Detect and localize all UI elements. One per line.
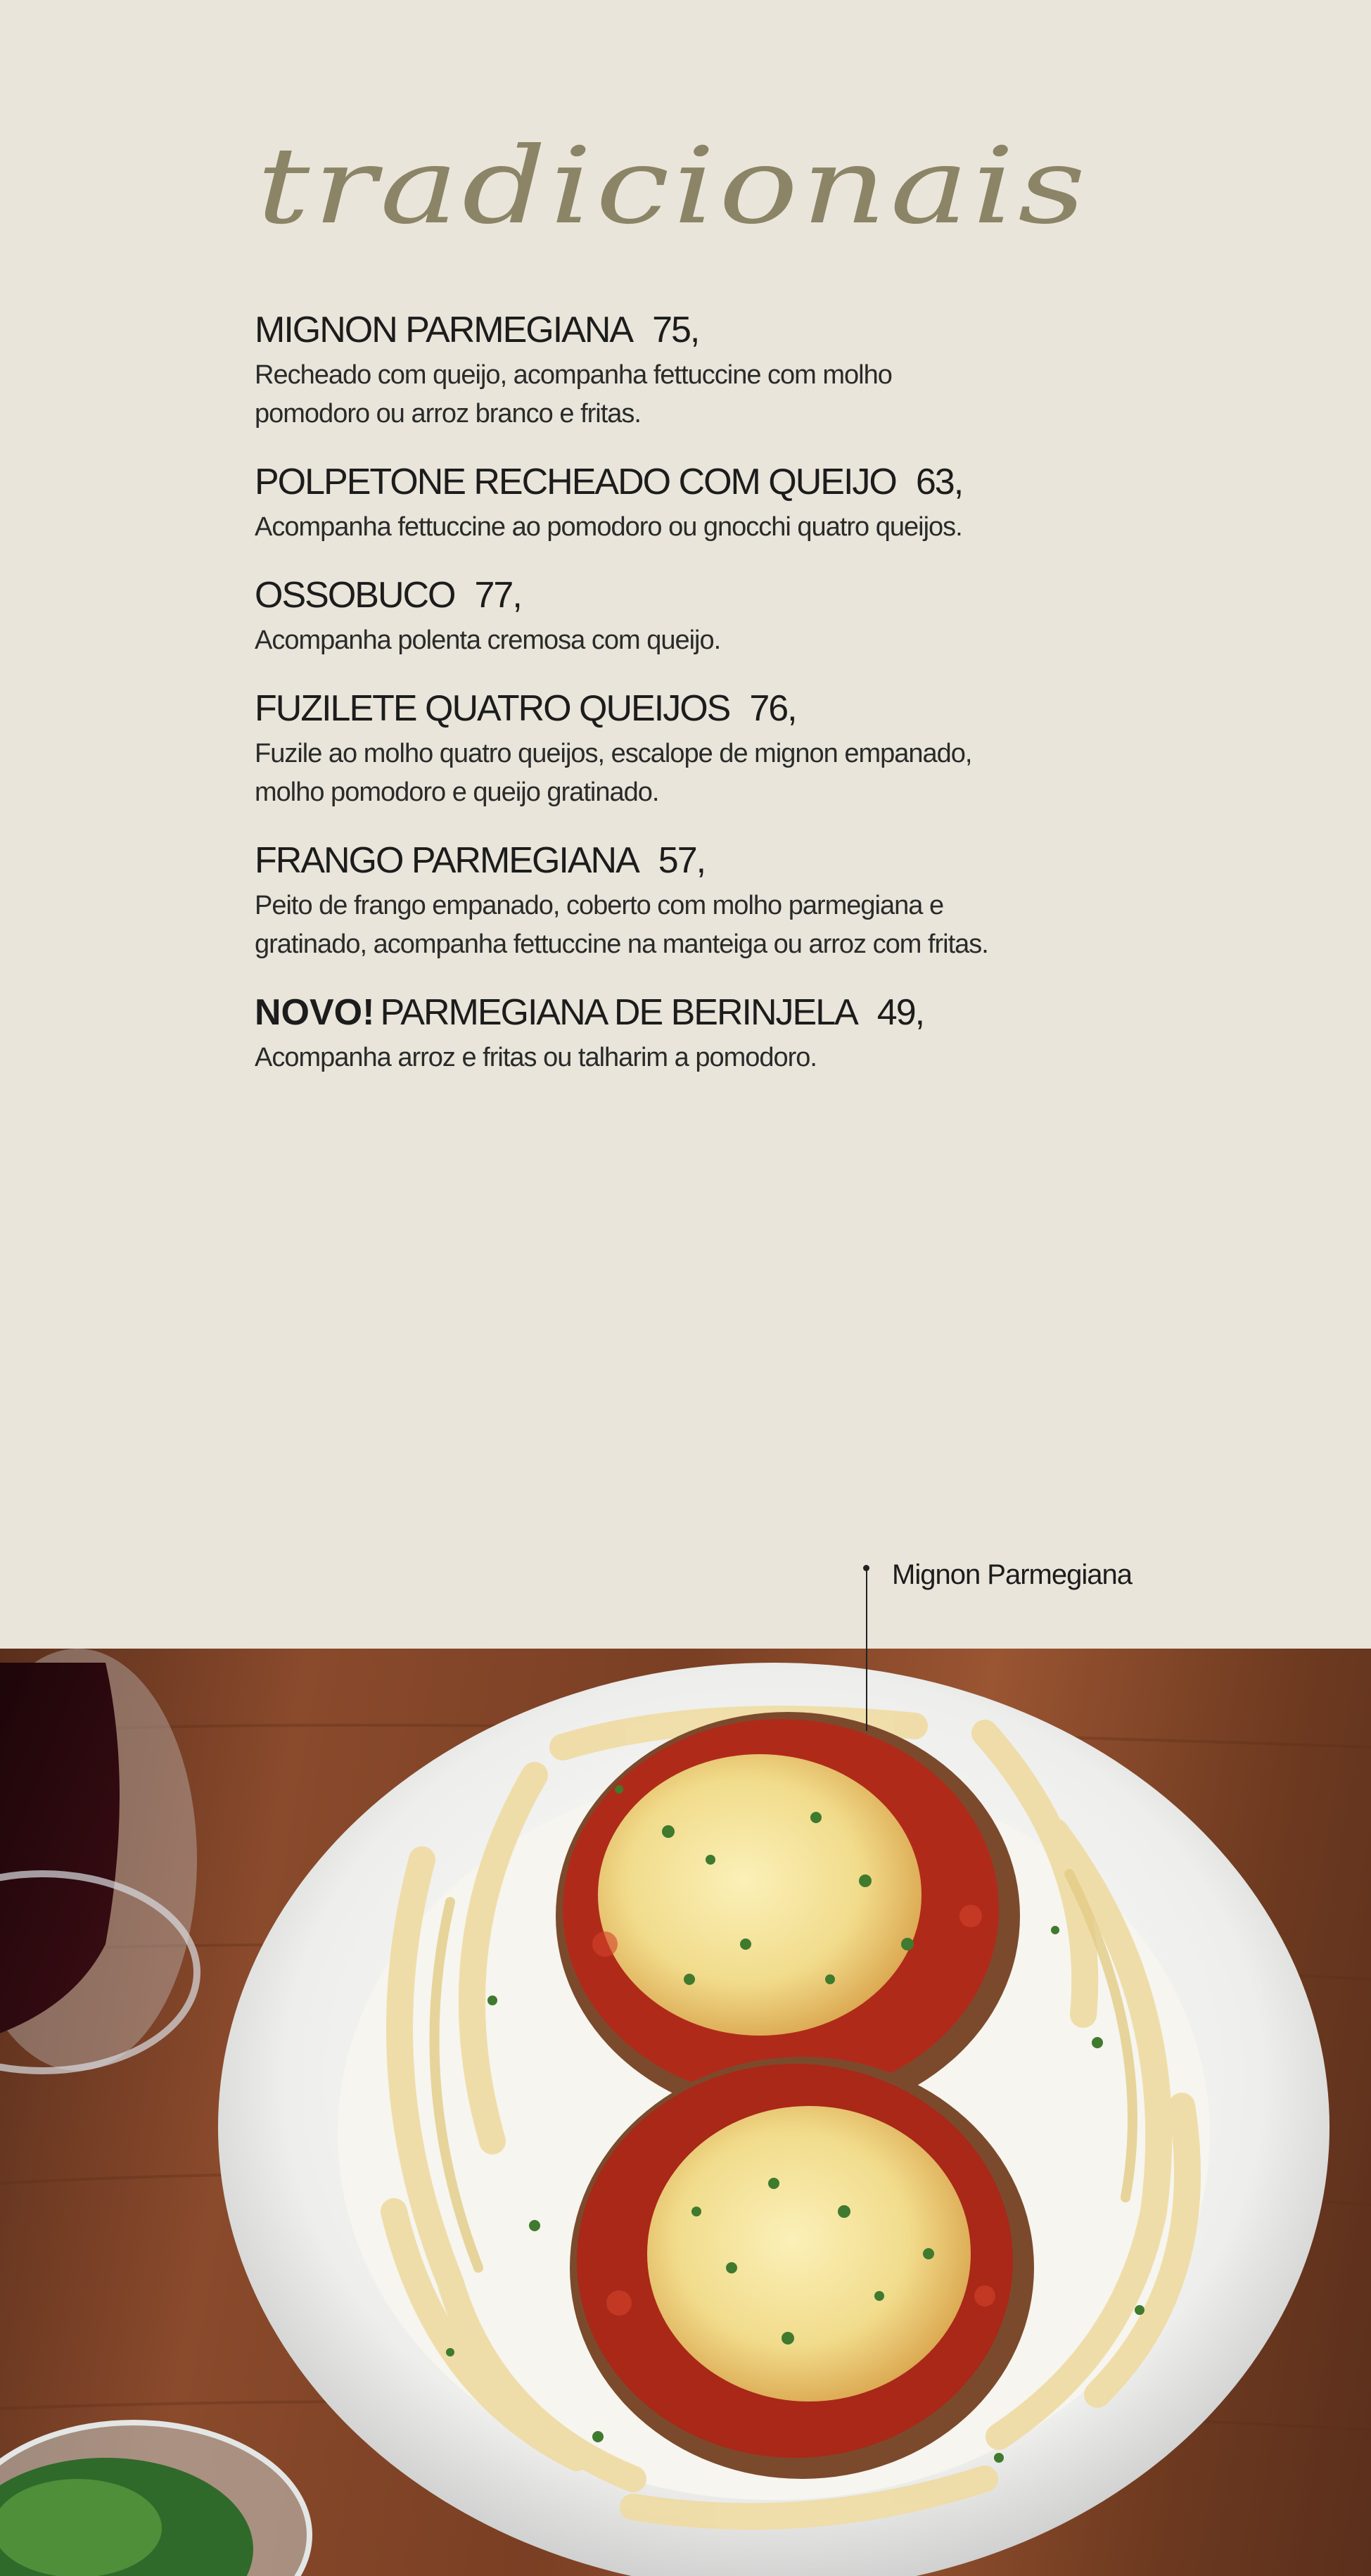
menu-list [255, 310, 1134, 1105]
item-name: OSSOBUCO [255, 574, 455, 616]
item-price: 63, [915, 461, 963, 502]
item-title [255, 840, 1134, 882]
item-price: 77, [474, 574, 521, 616]
item-name: MIGNON PARMEGIANA [255, 310, 633, 350]
description-line: pomodoro ou arroz branco e fritas. [255, 398, 641, 429]
item-description [255, 508, 1134, 547]
wine-glass [0, 1649, 197, 2071]
section-title: tradicionais [257, 125, 1090, 248]
photo-caption: Mignon Parmegiana [892, 1559, 1132, 1590]
description-line: Recheado com queijo, acompanha fettuccine com molho [255, 360, 892, 390]
menu-item [255, 575, 1134, 660]
description-line: Peito de frango empanado, coberto com molho parmegiana e [255, 890, 944, 920]
item-title [255, 310, 1134, 352]
menu-item [255, 462, 1134, 547]
menu-item [255, 688, 1134, 812]
dish-illustration [0, 1649, 1371, 2576]
description-line: gratinado, acompanha fettuccine na manteiga ou arroz com fritas. [255, 929, 988, 959]
item-description [255, 735, 1134, 812]
item-name: FRANGO PARMEGIANA [255, 839, 639, 881]
item-price: 76, [749, 687, 796, 729]
caption-pointer-line [866, 1571, 867, 1731]
description-line: Acompanha arroz e fritas ou talharim a pomodoro. [255, 1042, 817, 1072]
item-name: FUZILETE QUATRO QUEIJOS [255, 687, 730, 729]
item-title [255, 462, 1134, 504]
description-line: Acompanha polenta cremosa com queijo. [255, 625, 721, 655]
item-description [255, 356, 1134, 433]
menu-item [255, 310, 1134, 433]
herb-bowl [0, 2423, 310, 2576]
item-price: 49, [876, 991, 924, 1033]
parmegiana-cutlet-bottom [570, 2057, 1034, 2479]
item-price: 75, [652, 310, 699, 350]
item-name: PARMEGIANA DE BERINJELA [380, 991, 857, 1033]
new-badge: NOVO! [255, 991, 375, 1033]
item-price: 57, [658, 839, 706, 881]
description-line: molho pomodoro e queijo gratinado. [255, 777, 659, 807]
item-description [255, 887, 1134, 964]
item-title [255, 992, 1134, 1034]
item-title [255, 688, 1134, 730]
menu-item [255, 840, 1134, 964]
item-title [255, 575, 1134, 617]
description-line: Acompanha fettuccine ao pomodoro ou gnocchi quatro queijos. [255, 512, 962, 542]
dish-photo [0, 1649, 1371, 2576]
item-name: POLPETONE RECHEADO COM QUEIJO [255, 461, 896, 502]
description-line: Fuzile ao molho quatro queijos, escalope de mignon empanado, [255, 738, 972, 768]
item-description [255, 621, 1134, 660]
item-description [255, 1039, 1134, 1077]
menu-item [255, 992, 1134, 1077]
